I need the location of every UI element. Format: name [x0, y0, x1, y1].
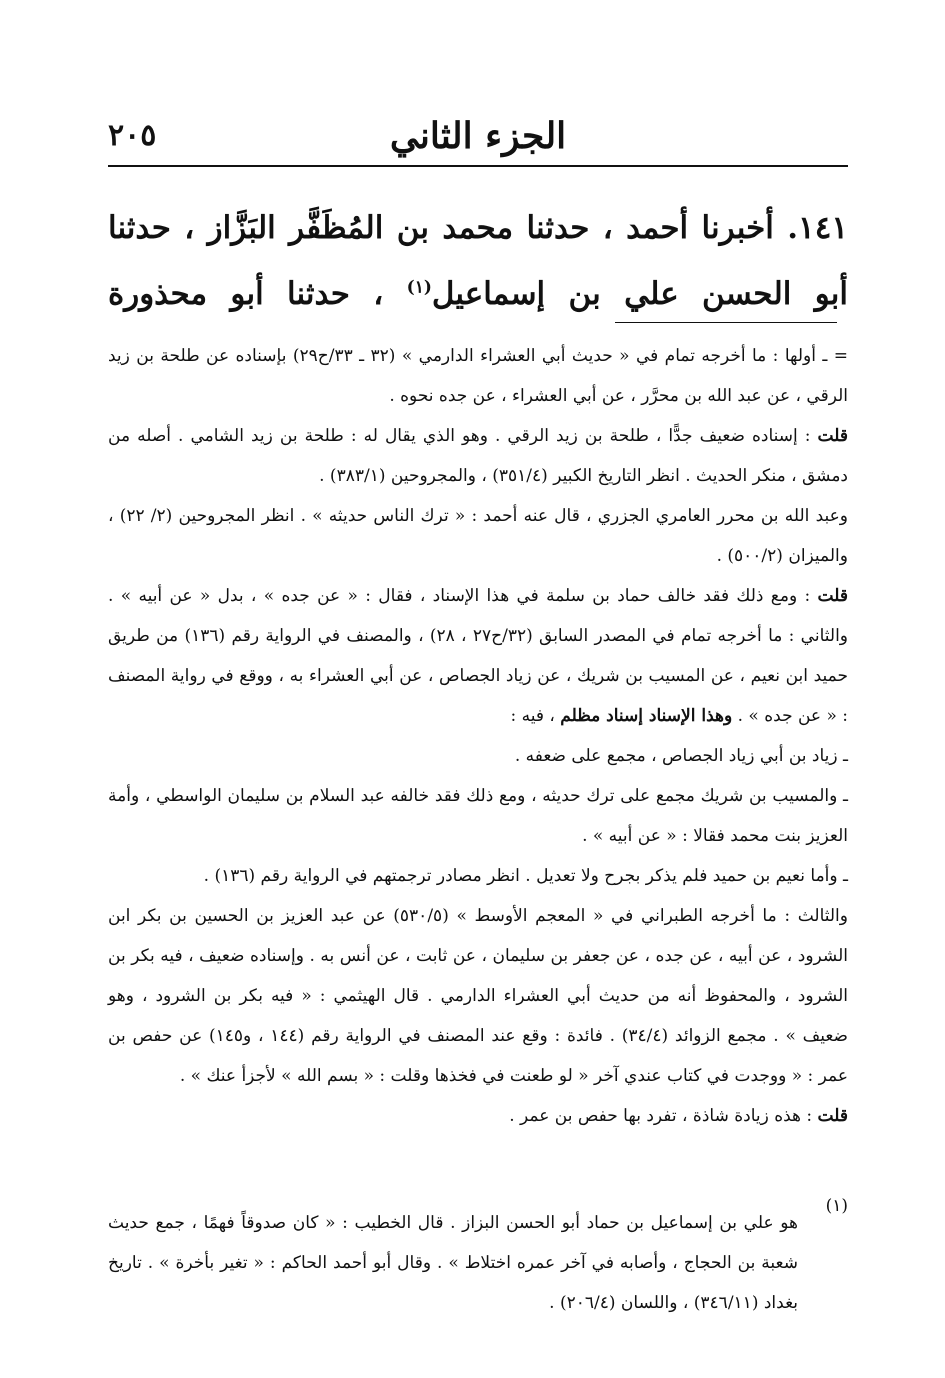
footnote — [108, 1186, 848, 1340]
hadith-text — [108, 195, 848, 327]
footnote-marker: (١) — [825, 1196, 848, 1216]
note-paragraph: ـ زياد بن أبي زياد الجصاص ، مجمع على ضعفه . — [514, 746, 848, 766]
header-rule — [108, 165, 848, 167]
hadith-line-2 — [108, 261, 848, 327]
hadith-line-2-rest: ، حدثنا أبو محذورة — [108, 276, 407, 312]
hadith-narrator: أبو الحسن علي بن إسماعيل — [431, 276, 848, 312]
footnote-text: هو علي بن إسماعيل بن حماد أبو الحسن البزاز . قال الخطيب : « كان صدوقاً فهمًا ، جمع حديث شعبة بن الحجاج ، وأصابه في آخر عمره اختلاط » . وقال أبو أحمد الحاكم : « تغير بأخرة » . تاريخ بغداد (٣٤٦/١١) ، واللسان (٢٠٦/٤) . — [108, 1213, 798, 1313]
notes-section — [108, 336, 848, 1136]
note-text: ، فيه : — [510, 706, 561, 726]
note-paragraph — [108, 1096, 848, 1136]
note-paragraph — [108, 416, 848, 496]
qultu-label: قلت — [817, 1106, 848, 1126]
note-text: : إسناده ضعيف جدًّا ، طلحة بن زيد الرقي . وهو الذي يقال له : طلحة بن زيد الشامي . أصله من دمشق ، منكر الحديث . انظر التاريخ الكبير (٣٥١/٤) ، والمجروحين (٣٨٣/١) . — [108, 426, 848, 486]
footnote-separator — [615, 322, 837, 323]
note-paragraph: ـ والمسيب بن شريك مجمع على ترك حديثه ، ومع ذلك فقد خالفه عبد السلام بن سليمان الواسطي ، وأمة العزيز بنت محمد فقالا : « عن أبيه » . — [108, 786, 848, 846]
qultu-label: قلت — [817, 426, 848, 446]
note-paragraph: وعبد الله بن محرر العامري الجزري ، قال عنه أحمد : « ترك الناس حديثه » . انظر المجروحين (٢/ ٢٢) ، والميزان (٥٠٠/٢) . — [108, 506, 848, 566]
qultu-label: قلت — [817, 586, 848, 606]
running-title: الجزء الثاني — [389, 115, 567, 157]
emphasis-text: وهذا الإسناد إسناد مظلم — [560, 706, 733, 726]
page-number: ٢٠٥ — [108, 118, 157, 153]
note-paragraph: والثالث : ما أخرجه الطبراني في « المعجم الأوسط » (٥٣٠/٥) عن عبد العزيز بن الحسين بن بكر ابن الشرود ، عن أبيه ، عن جده ، عن جعفر بن سليمان ، عن ثابت ، عن أنس به . وإسناده ضعيف ، فيه بكر بن الشرود ، والمحفوظ أنه من حديث أبي العشراء الدارمي . قال الهيثمي : « فيه بكر بن الشرود ، وهو ضعيف » . مجمع الزوائد (٣٤/٤) . فائدة : وقع عند المصنف في الرواية رقم (١٤٤ ، و١٤٥) عن حفص بن عمر : « ووجدت في كتاب عندي آخر « لو طعنت في فخذها وقلت : « بسم الله » لأجزأ عنك » . — [108, 906, 848, 1086]
page-header — [108, 108, 848, 164]
note-text: : ومع ذلك فقد خالف حماد بن سلمة في هذا الإسناد ، فقال : « عن جده » ، بدل « عن أبيه » . والثاني : ما أخرجه تمام في المصدر السابق (٣٢/ح٢٧ ، ٢٨) ، والمصنف في الرواية رقم (١٣٦) من طريق حميد ابن نعيم ، عن المسيب بن شريك ، عن زياد الجصاص ، عن أبي العشراء به ، ووقع في رواية المصنف : « عن جده » . — [108, 586, 849, 726]
note-paragraph: ـ وأما نعيم بن حميد فلم يذكر بجرح ولا تعديل . انظر مصادر ترجمتهم في الرواية رقم (١٣٦) . — [203, 866, 848, 886]
note-text: : هذه زيادة شاذة ، تفرد بها حفص بن عمر . — [509, 1106, 818, 1126]
hadith-line-1: ١٤١. أخبرنا أحمد ، حدثنا محمد بن المُظَفَّر البَزَّاز ، حدثنا — [108, 210, 848, 246]
footnote-reference: (١) — [406, 277, 432, 298]
note-paragraph — [108, 576, 848, 736]
note-paragraph: = ـ أولها : ما أخرجه تمام في « حديث أبي العشراء الدارمي » (٣٢ ـ ٣٣/ح٢٩) بإسناده عن طلحة بن زيد الرقي ، عن عبد الله بن محرَّر ، عن أبي العشراء ، عن جده نحوه . — [108, 346, 848, 406]
